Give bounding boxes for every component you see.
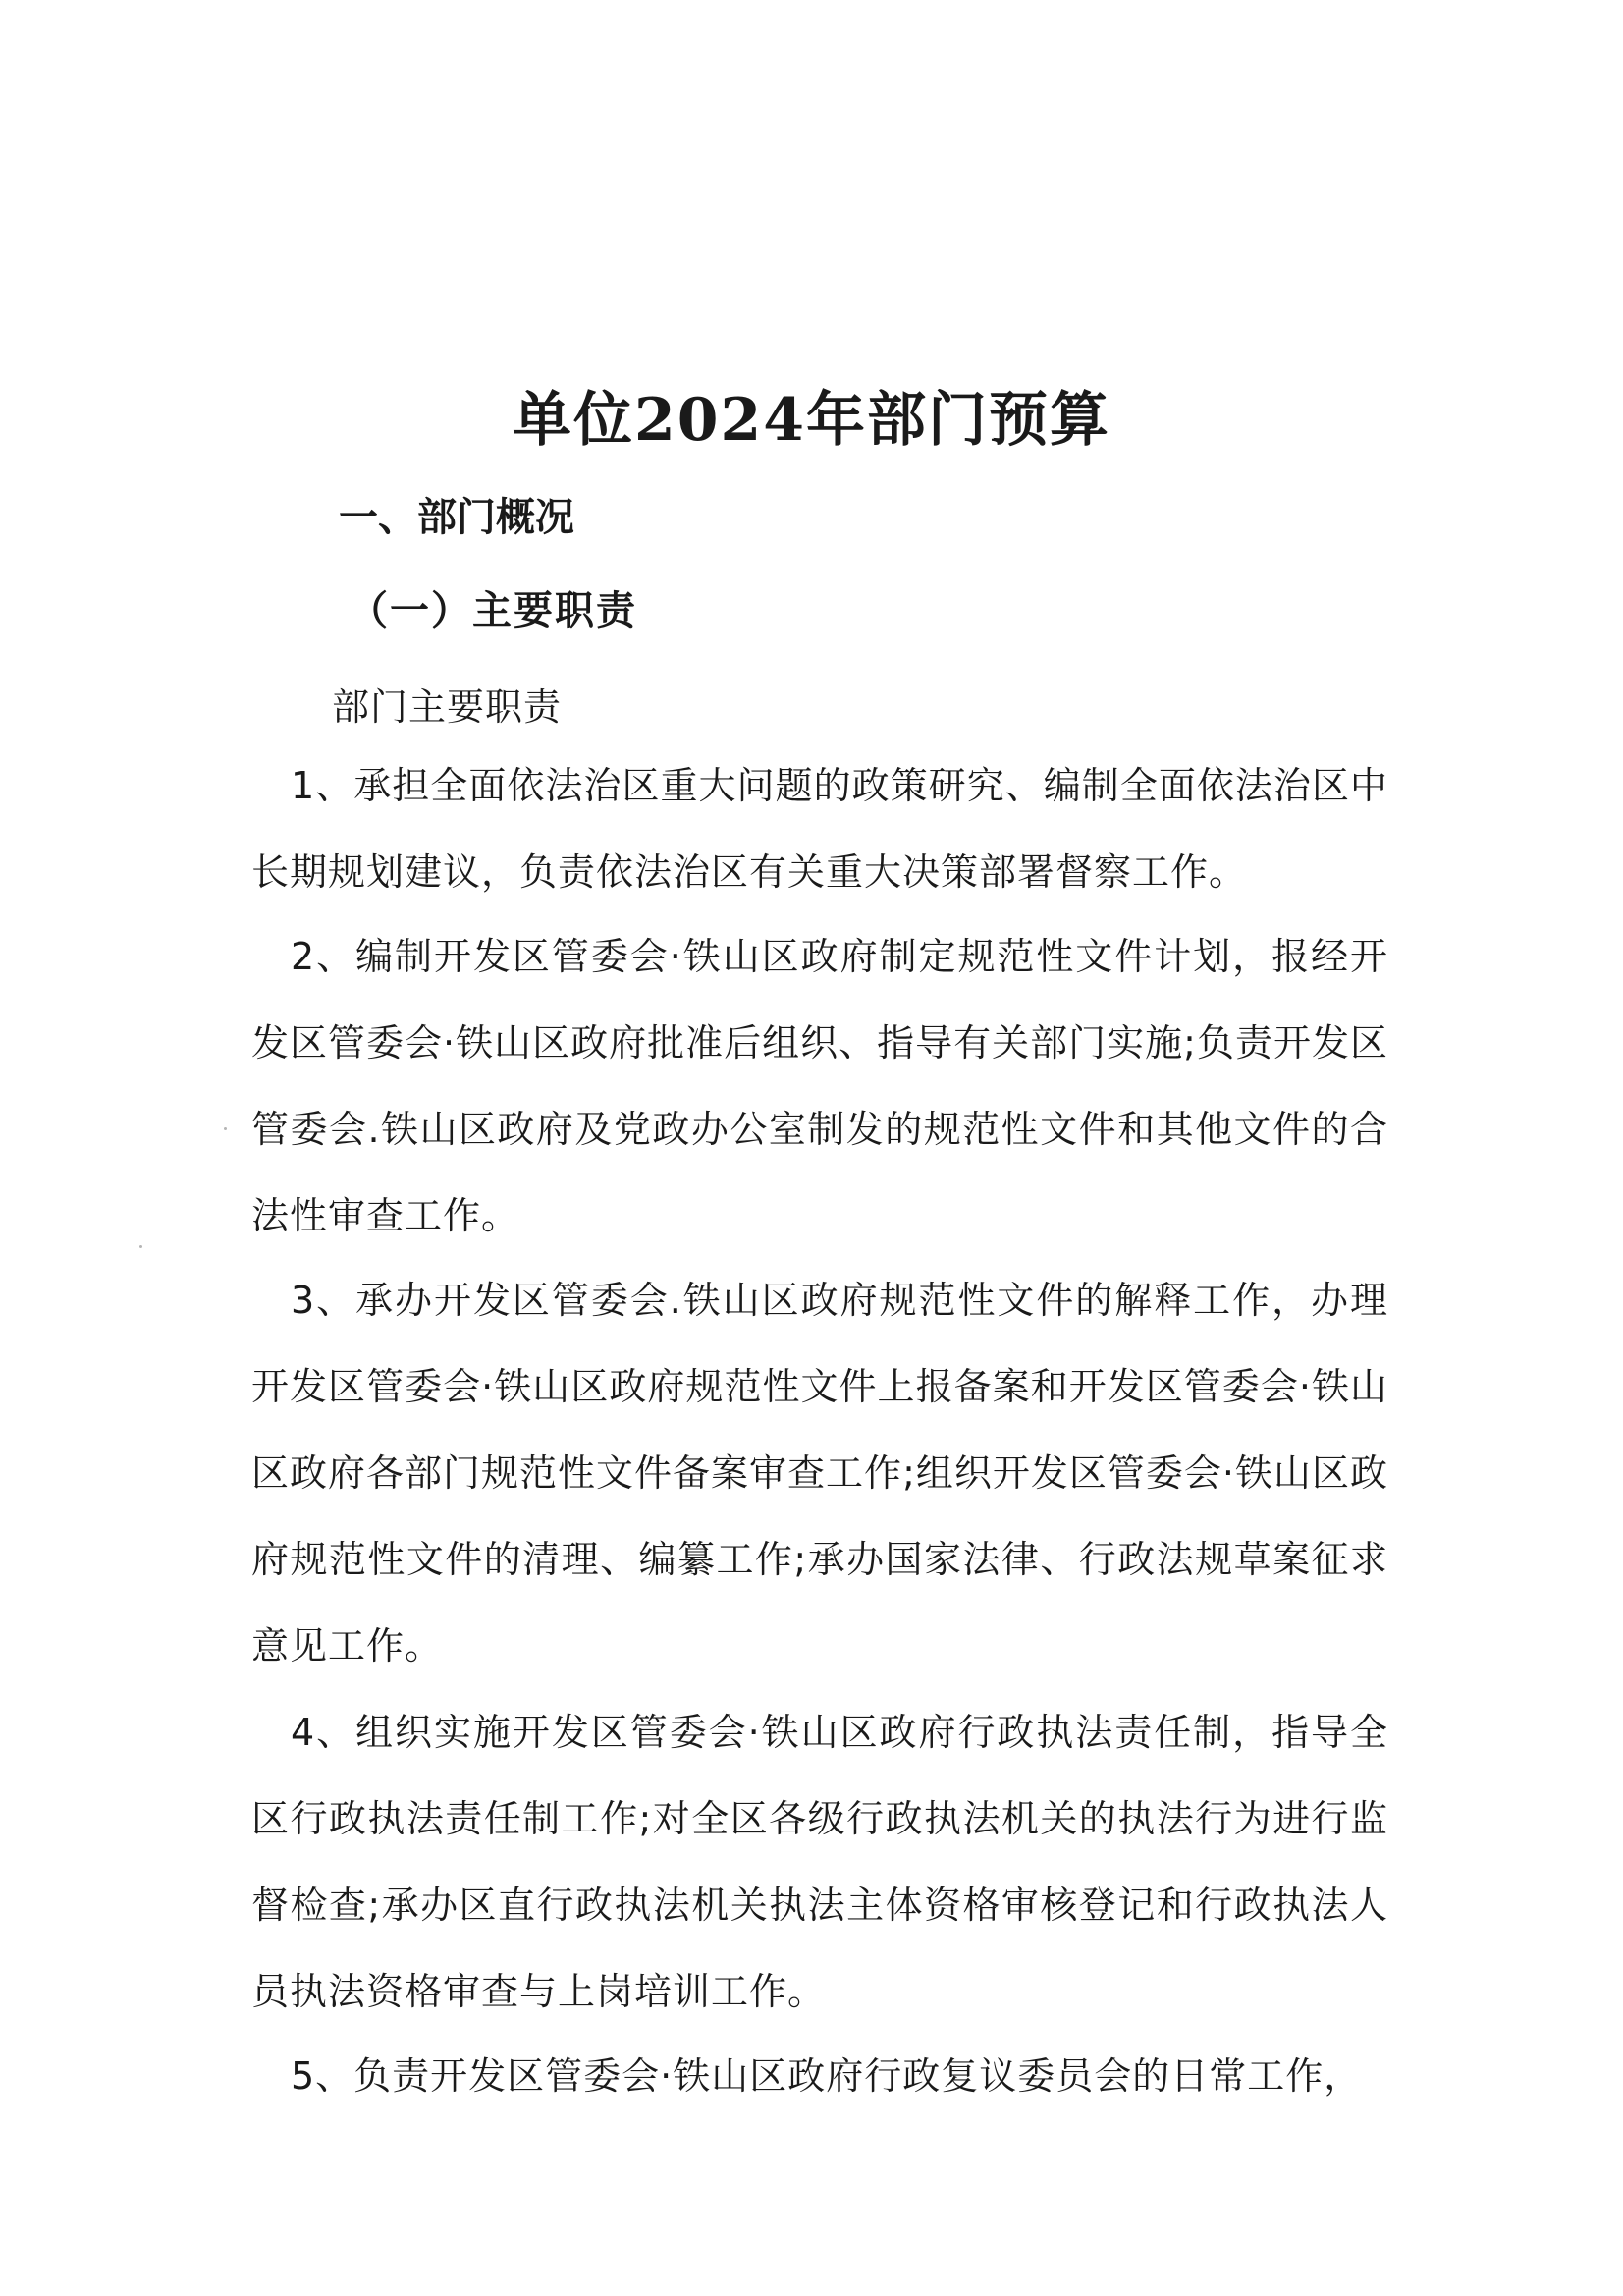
section-heading: 一、部门概况 bbox=[339, 495, 574, 540]
subsection-heading: （一）主要职责 bbox=[349, 587, 637, 633]
paragraph-4: 4、组织实施开发区管委会·铁山区政府行政执法责任制，指导全区行政执法责任制工作;对全区各级行政执法机关的执法行为进行监督检查;承办区直行政执法机关执法主体资格审核登记和行政执法人员执法资格审查与上岗培训工作。 bbox=[251, 1711, 1388, 2013]
paragraph-3: 3、承办开发区管委会.铁山区政府规范性文件的解释工作，办理开发区管委会·铁山区政府规范性文件上报备案和开发区管委会·铁山区政府各部门规范性文件备案审查工作;组织开发区管委会·铁山区政府规范性文件的清理、编纂工作;承办国家法律、行政法规草案征求意见工作。 bbox=[251, 1279, 1388, 1667]
intro-text: 部门主要职责 bbox=[332, 685, 563, 729]
paragraph-2: 2、编制开发区管委会·铁山区政府制定规范性文件计划，报经开发区管委会·铁山区政府批准后组织、指导有关部门实施;负责开发区管委会.铁山区政府及党政办公室制发的规范性文件和其他文件的合法性审查工作。 bbox=[251, 935, 1388, 1237]
document-title: 单位2024年部门预算 bbox=[513, 386, 1110, 455]
scan-speck bbox=[139, 1245, 142, 1248]
scan-speck bbox=[224, 1127, 227, 1130]
paragraph-1: 1、承担全面依法治区重大问题的政策研究、编制全面依法治区中长期规划建议，负责依法治区有关重大决策部署督察工作。 bbox=[251, 764, 1388, 894]
paragraph-5: 5、负责开发区管委会·铁山区政府行政复议委员会的日常工作， bbox=[291, 2054, 1363, 2098]
